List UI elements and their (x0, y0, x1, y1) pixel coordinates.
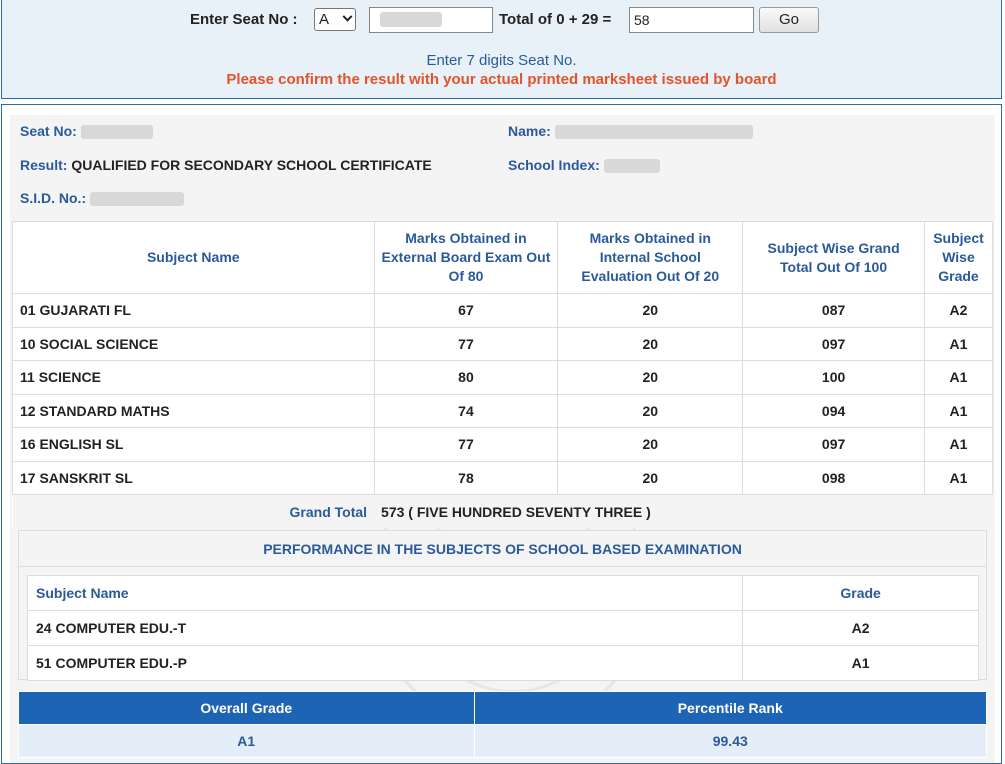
table-row (28, 646, 979, 681)
subject-grade: A1 (924, 361, 992, 395)
subject-name: 24 COMPUTER EDU.-T (28, 611, 743, 646)
subject-grade: A2 (924, 294, 992, 328)
table-row (13, 394, 993, 428)
subject-total: 097 (743, 327, 925, 361)
subject-name: 10 SOCIAL SCIENCE (13, 327, 375, 361)
subject-grade: A1 (924, 394, 992, 428)
seat-series-value: A (319, 11, 330, 28)
column-header: Subject Name (13, 222, 375, 294)
school-index-label: School Index: (508, 157, 600, 173)
subject-name: 51 COMPUTER EDU.-P (28, 646, 743, 681)
internal-marks: 20 (558, 461, 743, 495)
table-row (13, 327, 993, 361)
seat-info (20, 123, 153, 153)
external-marks: 77 (374, 327, 558, 361)
redacted-name (555, 125, 753, 139)
subject-total: 087 (743, 294, 925, 328)
subject-name: 12 STANDARD MATHS (13, 394, 375, 428)
school-index-info (508, 157, 660, 187)
seat-number-label: Enter Seat No : (190, 11, 298, 28)
performance-title: PERFORMANCE IN THE SUBJECTS OF SCHOOL BASED EXAMINATION (19, 531, 986, 567)
subject-grade: A1 (743, 646, 979, 681)
chevron-down-icon (343, 12, 353, 22)
internal-marks: 20 (558, 294, 743, 328)
go-button[interactable]: Go (759, 7, 819, 33)
result-info (20, 157, 432, 187)
seat-number-input[interactable] (369, 7, 493, 33)
internal-marks: 20 (558, 327, 743, 361)
overall-result-table (18, 691, 987, 758)
internal-marks: 20 (558, 428, 743, 462)
column-header: Marks Obtained in Internal School Evaluation Out Of 20 (558, 222, 743, 294)
overall-grade-header: Overall Grade (19, 692, 475, 725)
subject-total: 098 (743, 461, 925, 495)
subject-name: 17 SANSKRIT SL (13, 461, 375, 495)
result-value: QUALIFIED FOR SECONDARY SCHOOL CERTIFICATE (71, 157, 432, 173)
redacted-seat-no (81, 125, 153, 139)
redacted-seat-number (380, 12, 442, 27)
performance-header-row (28, 576, 979, 611)
column-header: Subject Wise Grand Total Out Of 100 (743, 222, 925, 294)
percentile-rank-value: 99.43 (474, 725, 986, 758)
result-label: Result: (20, 157, 68, 173)
column-header: Marks Obtained in External Board Exam Out Of 80 (374, 222, 558, 294)
captcha-answer-input[interactable] (629, 7, 754, 33)
seat-series-select[interactable] (314, 8, 356, 31)
external-marks: 74 (374, 394, 558, 428)
sid-info (20, 190, 184, 220)
subject-name: 11 SCIENCE (13, 361, 375, 395)
table-row (13, 428, 993, 462)
name-label: Name: (508, 123, 551, 139)
sid-label: S.I.D. No.: (20, 190, 87, 206)
percentile-rank-header: Percentile Rank (474, 692, 986, 725)
column-header: Subject Name (28, 576, 743, 611)
table-row (28, 611, 979, 646)
subject-name: 16 ENGLISH SL (13, 428, 375, 462)
subject-total: 100 (743, 361, 925, 395)
result-panel (1, 104, 1002, 764)
redacted-school-index (604, 159, 660, 173)
captcha-label: Total of 0 + 29 = (499, 11, 612, 28)
external-marks: 78 (374, 461, 558, 495)
grand-total-value: 573 ( FIVE HUNDRED SEVENTY THREE ) (374, 495, 992, 529)
column-header: Grade (743, 576, 979, 611)
seat-no-label: Seat No: (20, 123, 77, 139)
confirm-warning: Please confirm the result with your actual printed marksheet issued by board (226, 71, 777, 88)
table-row (13, 461, 993, 495)
column-header: Subject Wise Grade (924, 222, 992, 294)
seat-search-panel (1, 0, 1002, 99)
external-marks: 67 (374, 294, 558, 328)
redacted-sid (90, 192, 184, 206)
subject-grade: A1 (924, 461, 992, 495)
subject-total: 097 (743, 428, 925, 462)
overall-value-row (19, 725, 987, 758)
table-row (13, 361, 993, 395)
internal-marks: 20 (558, 361, 743, 395)
external-marks: 80 (374, 361, 558, 395)
internal-marks: 20 (558, 394, 743, 428)
overall-grade-value: A1 (19, 725, 475, 758)
seat-search-row (2, 7, 1001, 33)
subject-name: 01 GUJARATI FL (13, 294, 375, 328)
name-info (508, 123, 753, 153)
result-content (10, 115, 995, 764)
subject-grade: A1 (924, 327, 992, 361)
subject-grade: A2 (743, 611, 979, 646)
grand-total-row (13, 495, 993, 529)
table-row (13, 294, 993, 328)
subject-grade: A1 (924, 428, 992, 462)
performance-table (27, 575, 979, 681)
external-marks: 77 (374, 428, 558, 462)
seat-format-hint: Enter 7 digits Seat No. (426, 52, 577, 69)
overall-header-row (19, 692, 987, 725)
marks-table (12, 221, 993, 528)
grand-total-label: Grand Total (13, 495, 375, 529)
subject-total: 094 (743, 394, 925, 428)
marks-header-row (13, 222, 993, 294)
school-based-performance (18, 530, 987, 680)
captcha-answer-value: 58 (634, 12, 650, 28)
